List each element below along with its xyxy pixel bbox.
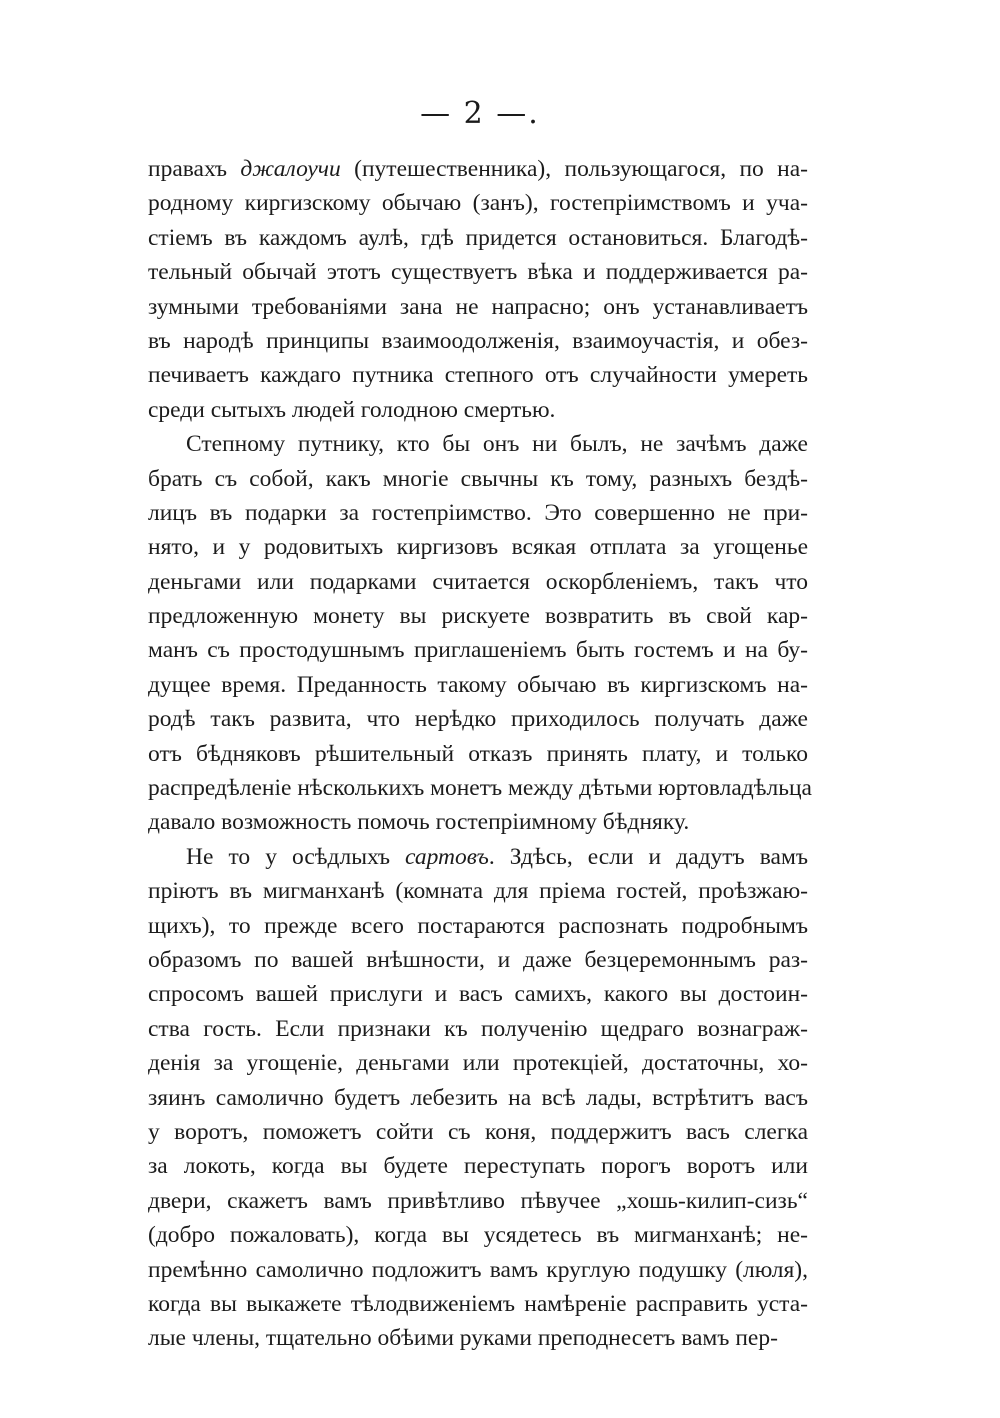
text-line: ства гость. Если признаки къ полученію щедраго вознаграж- bbox=[148, 1015, 808, 1042]
italic-term: джалоучи bbox=[240, 156, 341, 182]
italic-term: сартовъ bbox=[405, 843, 489, 870]
text-line: брать съ собой, какъ многіе свычны къ тому, разныхъ бездѣ- bbox=[148, 465, 808, 492]
text-line: за локоть, когда вы будете переступать порогъ воротъ или bbox=[148, 1153, 808, 1180]
text-line: лые члены, тщательно обѣими руками преподнесетъ вамъ пер- bbox=[148, 1325, 778, 1352]
text-line: щихъ), то прежде всего постараются распознать подробнымъ bbox=[148, 912, 808, 939]
text-line: печиваетъ каждаго путника степного отъ случайности умереть bbox=[148, 362, 808, 389]
text-line: лицъ въ подарки за гостепріимство. Это совершенно не при- bbox=[148, 499, 808, 526]
text-line: когда вы выкажете тѣлодвиженіемъ намѣреніе расправить уста- bbox=[148, 1290, 808, 1317]
text-line: образомъ по вашей внѣшности, и даже безцеремоннымъ раз- bbox=[148, 946, 808, 973]
text-line: родѣ такъ развита, что нерѣдко приходилось получать даже bbox=[148, 706, 808, 733]
paragraph bbox=[148, 152, 808, 427]
text-line: родному киргизскому обычаю (занъ), гостепріимствомъ и уча- bbox=[148, 190, 808, 217]
text-line: распредѣленіе нѣсколькихъ монетъ между дѣтьми юртовладѣльца bbox=[148, 775, 812, 802]
text-line: зумными требованіями зана не напрасно; онъ устанавливаетъ bbox=[148, 293, 808, 320]
text-line: спросомъ вашей прислуги и васъ самихъ, какого вы достоин- bbox=[148, 981, 808, 1008]
text-line: манъ съ простодушнымъ приглашеніемъ быть гостемъ и на бу- bbox=[148, 637, 808, 664]
text-line: зяинъ самолично будетъ лебезить на всѣ лады, встрѣтитъ васъ bbox=[148, 1084, 808, 1111]
paragraph bbox=[148, 840, 808, 1356]
paragraph bbox=[148, 427, 812, 840]
body-text bbox=[148, 152, 812, 1356]
text-line: тельный обычай этотъ существуетъ вѣка и поддерживается ра- bbox=[148, 259, 808, 286]
text-line: пріютъ въ мигманханѣ (комната для пріема гостей, проѣзжаю- bbox=[148, 878, 808, 905]
text-line: у воротъ, поможетъ сойти съ коня, поддержитъ васъ слегка bbox=[148, 1118, 808, 1145]
page-number: — 2 —. bbox=[420, 96, 540, 131]
text-line: денія за угощеніе, деньгами или протекціей, достаточны, хо- bbox=[148, 1050, 808, 1077]
text-line: Не то у осѣдлыхъ сартовъ. Здѣсь, если и дадутъ вамъ bbox=[186, 843, 808, 870]
text-line: въ народѣ принципы взаимоодолженія, взаимоучастія, и обез- bbox=[148, 327, 808, 354]
text-line: Степному путнику, кто бы онъ ни былъ, не зачѣмъ даже bbox=[186, 431, 808, 458]
text-line: предложенную монету вы рискуете возвратить въ свой кар- bbox=[148, 603, 808, 630]
text-line: давало возможность помочь гостепріимному бѣдняку. bbox=[148, 809, 690, 836]
text-line: стіемъ въ каждомъ аулѣ, гдѣ придется остановиться. Благодѣ- bbox=[148, 224, 808, 251]
text-line: правахъ джалоучи (путешественника), пользующагося, по на- bbox=[148, 156, 808, 182]
text-line: деньгами или подарками считается оскорбленіемъ, такъ что bbox=[148, 568, 808, 595]
text-line: нято, и у родовитыхъ киргизовъ всякая отплата за угощенье bbox=[148, 534, 808, 561]
text-line: среди сытыхъ людей голодною смертью. bbox=[148, 396, 556, 423]
text-line: дущее время. Преданность такому обычаю въ киргизскомъ на- bbox=[148, 671, 808, 698]
text-line: (добро пожаловать), когда вы усядетесь въ мигманханѣ; не- bbox=[148, 1222, 808, 1249]
text-line: премѣнно самолично подложитъ вамъ круглую подушку (люля), bbox=[148, 1256, 808, 1283]
text-line: двери, скажетъ вамъ привѣтливо пѣвучее „хошь-килип-сизь“ bbox=[148, 1187, 808, 1214]
text-line: отъ бѣдняковъ рѣшительный отказъ принять плату, и только bbox=[148, 740, 808, 767]
